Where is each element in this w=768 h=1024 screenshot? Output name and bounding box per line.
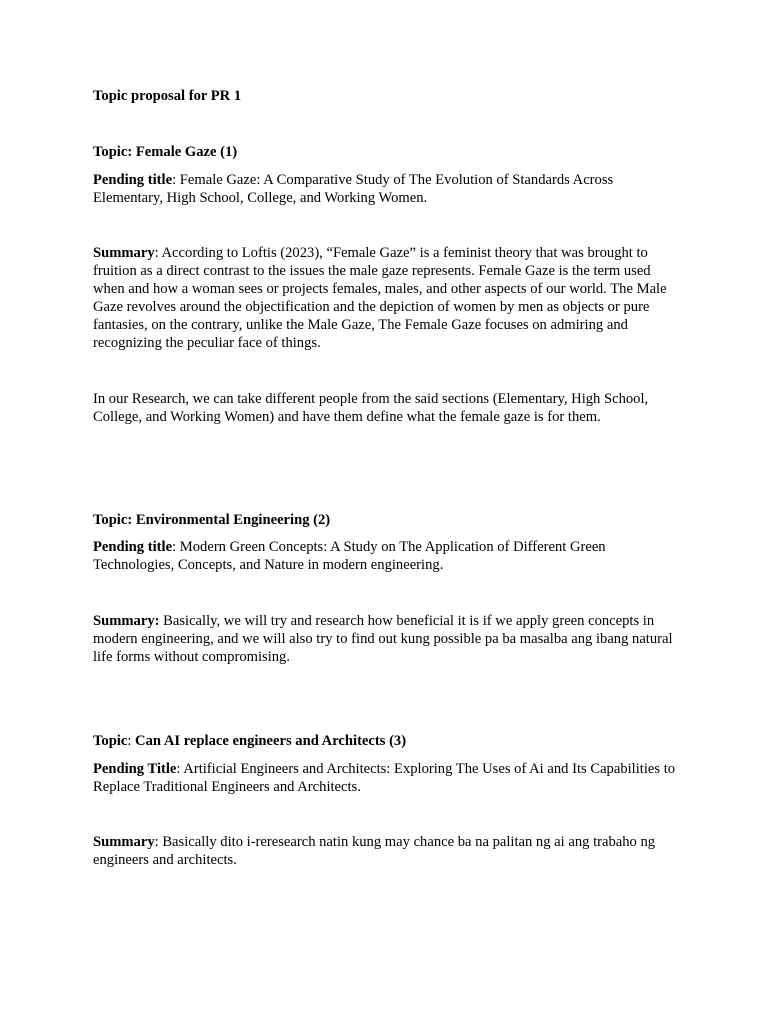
pending-title-label: Pending title (93, 539, 173, 555)
pending-title-text: : Artificial Engineers and Architects: Exploring The Uses of Ai and Its Capabilities to Replace Traditional Engineers and Architects. (93, 761, 676, 795)
topic-2-heading: Topic: Environmental Engineering (2) (93, 512, 331, 528)
summary-text: Basically, we will try and research how beneficial it is if we apply green concepts in modern engineering, and we will also try to find out kung possible pa ba masalba ang ibang natural life forms without compromising. (93, 613, 673, 665)
topic-3-heading (93, 732, 683, 750)
topic-3-pending-title (93, 760, 683, 796)
topic-prefix: Topic (93, 733, 128, 749)
pending-title-label: Pending title (93, 172, 173, 188)
topic-1-pending-title (93, 171, 683, 207)
topic-colon: : (127, 733, 136, 749)
topic-name: Can AI replace engineers and Architects (3) (135, 733, 407, 749)
summary-label: Summary (93, 834, 155, 850)
pending-title-text: : Female Gaze: A Comparative Study of The Evolution of Standards Across Elementary, High School, College, and Working Women. (93, 172, 614, 206)
topic-2-summary (93, 612, 683, 666)
topic-1-summary (93, 244, 683, 352)
topic-1-research-paragraph: In our Research, we can take different people from the said sections (Elementary, High School, College, and Working Women) and have them define what the female gaze is for them. (93, 391, 649, 425)
topic-3-summary (93, 833, 683, 869)
summary-label: Summary (93, 245, 155, 261)
document-heading: Topic proposal for PR 1 (93, 88, 242, 104)
topic-2-pending-title (93, 538, 683, 574)
pending-title-text: : Modern Green Concepts: A Study on The Application of Different Green Technologies, Concepts, and Nature in modern engineering. (93, 539, 606, 573)
summary-text: : Basically dito i-reresearch natin kung may chance ba na palitan ng ai ang trabaho ng engineers and architects. (93, 834, 656, 868)
pending-title-label: Pending Title (93, 761, 177, 777)
summary-label: Summary: (93, 613, 160, 629)
topic-1-heading: Topic: Female Gaze (1) (93, 144, 238, 160)
summary-text: : According to Loftis (2023), “Female Gaze” is a feminist theory that was brought to fruition as a direct contrast to the issues the male gaze represents. Female Gaze is the term used when and how a woman sees or projects females, males, and other aspects of our world. The Male Gaze revolves around the objectification and the depiction of women by men as objects or pure fantasies, on the contrary, unlike the Male Gaze, The Female Gaze focuses on admiring and recognizing the peculiar face of things. (93, 245, 667, 351)
